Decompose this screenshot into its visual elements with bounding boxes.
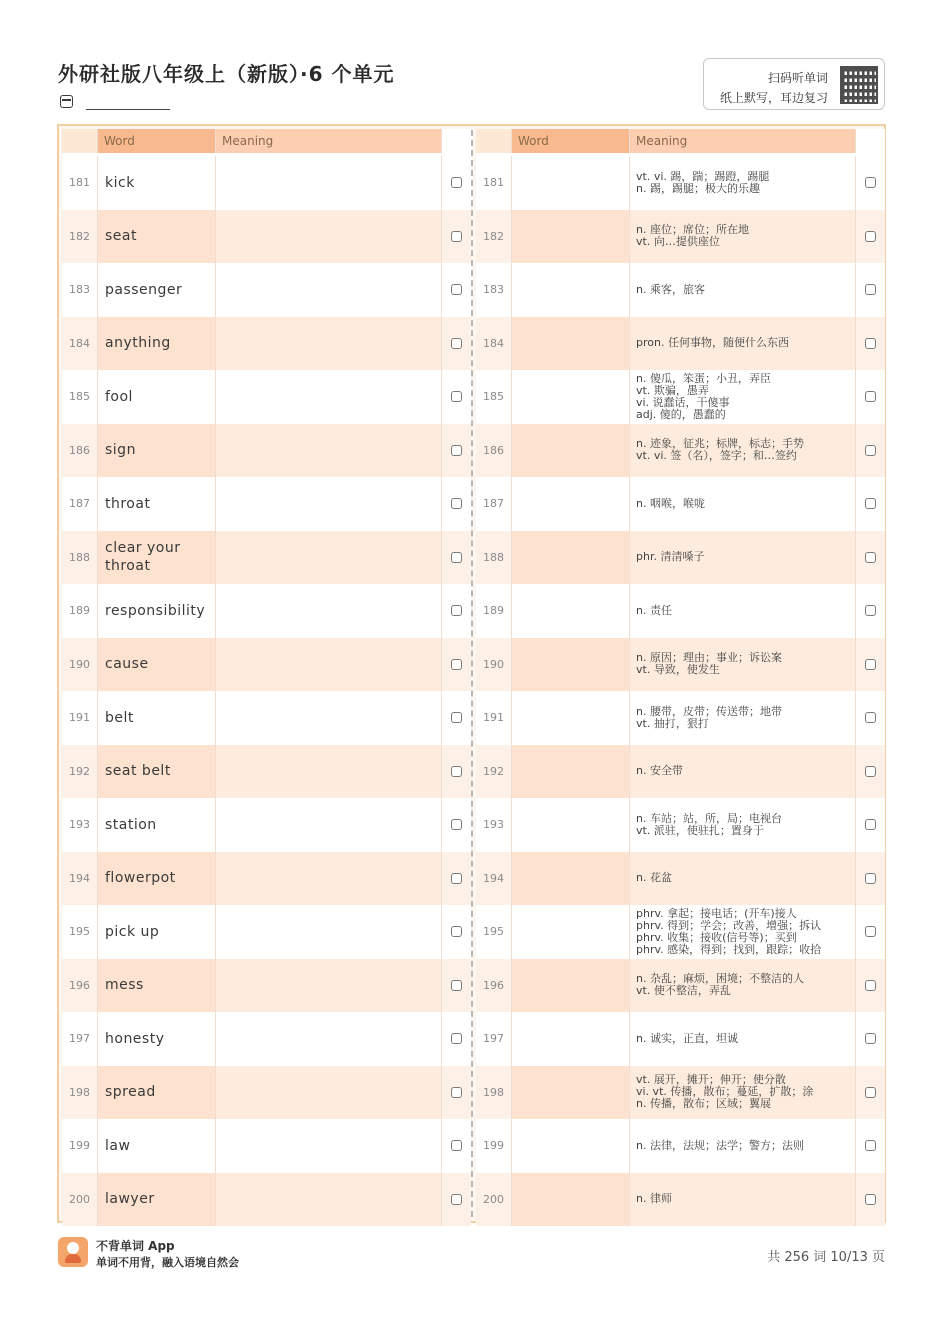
checkbox[interactable] xyxy=(451,873,462,884)
meaning-cell: phrv. 拿起；接电话；(开车)接人 phrv. 得到；学会；改善，增强；拆认 phrv. 收集；接收(信号等)；买到 phrv. 感染，得到；找到，跟踪；收拾 xyxy=(629,905,855,959)
row-number: 192 xyxy=(62,745,97,799)
word-cell: belt xyxy=(97,691,215,745)
row-number: 190 xyxy=(476,638,511,692)
date-row xyxy=(58,94,178,112)
meaning-cell: n. 原因；理由；事业；诉讼案 vt. 导致，使发生 xyxy=(629,638,855,692)
table-row xyxy=(62,1012,471,1066)
check-cell xyxy=(441,424,471,478)
check-cell xyxy=(855,905,885,959)
checkbox[interactable] xyxy=(865,445,876,456)
table-row xyxy=(476,905,885,959)
row-number: 189 xyxy=(476,584,511,638)
meaning-cell: n. 咽喉，喉咙 xyxy=(629,477,855,531)
checkbox[interactable] xyxy=(451,980,462,991)
check-cell xyxy=(441,477,471,531)
word-cell: throat xyxy=(97,477,215,531)
word-cell[interactable] xyxy=(511,531,629,585)
checkbox[interactable] xyxy=(865,391,876,402)
row-number: 185 xyxy=(62,370,97,424)
checkbox[interactable] xyxy=(451,1194,462,1205)
table-row xyxy=(476,852,885,906)
check-cell xyxy=(855,477,885,531)
meaning-cell[interactable] xyxy=(215,370,441,424)
word-cell[interactable] xyxy=(511,263,629,317)
row-number: 186 xyxy=(476,424,511,478)
check-cell xyxy=(441,263,471,317)
word-cell[interactable] xyxy=(511,1012,629,1066)
row-number: 197 xyxy=(62,1012,97,1066)
header-num xyxy=(62,129,97,153)
table-row xyxy=(62,370,471,424)
row-number: 187 xyxy=(62,477,97,531)
checkbox[interactable] xyxy=(451,231,462,242)
table-row xyxy=(62,959,471,1013)
word-panel-header xyxy=(62,129,471,153)
meaning-cell: n. 座位；席位；所在地 vt. 向…提供座位 xyxy=(629,210,855,264)
checkbox[interactable] xyxy=(865,766,876,777)
meaning-cell[interactable] xyxy=(215,638,441,692)
row-number: 194 xyxy=(476,852,511,906)
table-row xyxy=(476,156,885,210)
qr-panel xyxy=(703,58,885,110)
row-number: 187 xyxy=(476,477,511,531)
header-num xyxy=(476,129,511,153)
checkbox[interactable] xyxy=(451,659,462,670)
row-number: 199 xyxy=(62,1119,97,1173)
table-row xyxy=(476,798,885,852)
checkbox[interactable] xyxy=(865,1033,876,1044)
check-cell xyxy=(441,1119,471,1173)
check-cell xyxy=(855,263,885,317)
word-cell: fool xyxy=(97,370,215,424)
checkbox[interactable] xyxy=(865,1194,876,1205)
table-row xyxy=(62,424,471,478)
calendar-icon xyxy=(60,95,73,108)
table-row xyxy=(62,852,471,906)
meaning-cell: pron. 任何事物，随便什么东西 xyxy=(629,317,855,371)
meaning-cell[interactable] xyxy=(215,1066,441,1120)
row-number: 183 xyxy=(62,263,97,317)
check-cell xyxy=(855,691,885,745)
row-number: 184 xyxy=(62,317,97,371)
check-cell xyxy=(441,638,471,692)
check-cell xyxy=(441,798,471,852)
row-number: 189 xyxy=(62,584,97,638)
check-cell xyxy=(441,531,471,585)
vocabulary-sheet xyxy=(57,124,886,1223)
checkbox[interactable] xyxy=(865,926,876,937)
row-number: 195 xyxy=(476,905,511,959)
table-row xyxy=(62,263,471,317)
check-cell xyxy=(855,798,885,852)
table-row xyxy=(476,691,885,745)
check-cell xyxy=(855,1119,885,1173)
checkbox[interactable] xyxy=(451,445,462,456)
meaning-cell: n. 傻瓜，笨蛋；小丑，弄臣 vt. 欺骗，愚弄 vi. 说蠢话，干傻事 adj. 傻的，愚蠢的 xyxy=(629,370,855,424)
row-number: 191 xyxy=(476,691,511,745)
check-cell xyxy=(855,156,885,210)
meaning-panel xyxy=(476,129,885,1219)
table-row xyxy=(476,1066,885,1120)
word-cell[interactable] xyxy=(511,584,629,638)
checkbox[interactable] xyxy=(451,605,462,616)
row-number: 188 xyxy=(62,531,97,585)
row-number: 182 xyxy=(62,210,97,264)
checkbox[interactable] xyxy=(451,498,462,509)
word-cell: seat belt xyxy=(97,745,215,799)
checkbox[interactable] xyxy=(865,338,876,349)
row-number: 192 xyxy=(476,745,511,799)
row-number: 197 xyxy=(476,1012,511,1066)
check-cell xyxy=(441,691,471,745)
check-cell xyxy=(441,584,471,638)
qr-code-icon[interactable] xyxy=(840,66,878,104)
word-cell: honesty xyxy=(97,1012,215,1066)
meaning-cell: n. 律师 xyxy=(629,1173,855,1227)
check-cell xyxy=(441,852,471,906)
row-number: 191 xyxy=(62,691,97,745)
meaning-cell[interactable] xyxy=(215,156,441,210)
meaning-cell: n. 杂乱；麻烦，困境；不整洁的人 vt. 使不整洁，弄乱 xyxy=(629,959,855,1013)
header-word: Word xyxy=(511,129,629,153)
table-row xyxy=(62,531,471,585)
table-row xyxy=(62,798,471,852)
date-blank-line xyxy=(86,109,170,110)
checkbox[interactable] xyxy=(865,605,876,616)
table-row xyxy=(476,210,885,264)
check-cell xyxy=(441,905,471,959)
word-cell: lawyer xyxy=(97,1173,215,1227)
check-cell xyxy=(441,156,471,210)
table-row xyxy=(476,1119,885,1173)
checkbox[interactable] xyxy=(865,284,876,295)
table-row xyxy=(62,210,471,264)
checkbox[interactable] xyxy=(865,231,876,242)
row-number: 188 xyxy=(476,531,511,585)
check-cell xyxy=(855,1173,885,1227)
checkbox[interactable] xyxy=(865,873,876,884)
word-cell: spread xyxy=(97,1066,215,1120)
table-row xyxy=(476,584,885,638)
check-cell xyxy=(855,424,885,478)
row-number: 190 xyxy=(62,638,97,692)
word-cell: station xyxy=(97,798,215,852)
row-number: 198 xyxy=(62,1066,97,1120)
footer-slogan: 单词不用背，融入语境自然会 xyxy=(96,1256,239,1269)
meaning-cell[interactable] xyxy=(215,1173,441,1227)
table-row xyxy=(62,1173,471,1227)
checkbox[interactable] xyxy=(451,766,462,777)
row-number: 196 xyxy=(62,959,97,1013)
word-cell: passenger xyxy=(97,263,215,317)
check-cell xyxy=(441,1012,471,1066)
checkbox[interactable] xyxy=(865,1087,876,1098)
check-cell xyxy=(441,745,471,799)
word-cell: flowerpot xyxy=(97,852,215,906)
page-title: 外研社版八年级上（新版）·6 个单元 xyxy=(58,62,395,86)
row-number: 183 xyxy=(476,263,511,317)
meaning-cell[interactable] xyxy=(215,424,441,478)
qr-caption-line2: 纸上默写，耳边复习 xyxy=(719,91,828,105)
meaning-cell: n. 安全带 xyxy=(629,745,855,799)
header-word: Word xyxy=(97,129,215,153)
word-cell[interactable] xyxy=(511,477,629,531)
page-indicator: 共 256 词 10/13 页 xyxy=(767,1250,885,1265)
checkbox[interactable] xyxy=(451,1140,462,1151)
fold-divider xyxy=(471,130,473,1217)
row-number: 196 xyxy=(476,959,511,1013)
word-cell[interactable] xyxy=(511,798,629,852)
meaning-cell: phr. 清清嗓子 xyxy=(629,531,855,585)
word-cell[interactable] xyxy=(511,370,629,424)
table-row xyxy=(476,638,885,692)
table-row xyxy=(476,263,885,317)
checkbox[interactable] xyxy=(451,338,462,349)
check-cell xyxy=(855,370,885,424)
checkbox[interactable] xyxy=(451,284,462,295)
word-cell: mess xyxy=(97,959,215,1013)
checkbox[interactable] xyxy=(451,177,462,188)
word-cell[interactable] xyxy=(511,1066,629,1120)
check-cell xyxy=(855,317,885,371)
check-cell xyxy=(441,959,471,1013)
word-cell[interactable] xyxy=(511,638,629,692)
meaning-cell[interactable] xyxy=(215,1012,441,1066)
meaning-cell: n. 腰带，皮带；传送带；地带 vt. 抽打，狠打 xyxy=(629,691,855,745)
checkbox[interactable] xyxy=(865,980,876,991)
checkbox[interactable] xyxy=(865,1140,876,1151)
checkbox[interactable] xyxy=(865,177,876,188)
checkbox[interactable] xyxy=(451,926,462,937)
checkbox[interactable] xyxy=(865,659,876,670)
word-cell[interactable] xyxy=(511,1119,629,1173)
meaning-cell: vt. vi. 踢，踹；踢蹬，踢腿 n. 踢，踢腿；极大的乐趣 xyxy=(629,156,855,210)
meaning-cell[interactable] xyxy=(215,905,441,959)
checkbox[interactable] xyxy=(865,819,876,830)
row-number: 194 xyxy=(62,852,97,906)
meaning-cell: n. 责任 xyxy=(629,584,855,638)
table-row xyxy=(62,638,471,692)
meaning-cell[interactable] xyxy=(215,798,441,852)
check-cell xyxy=(855,638,885,692)
footer-app-name: 不背单词 App xyxy=(96,1239,175,1253)
check-cell xyxy=(855,210,885,264)
row-number: 186 xyxy=(62,424,97,478)
word-cell: law xyxy=(97,1119,215,1173)
table-row xyxy=(476,424,885,478)
word-cell[interactable] xyxy=(511,424,629,478)
word-cell[interactable] xyxy=(511,1173,629,1227)
table-row xyxy=(476,1173,885,1227)
row-number: 195 xyxy=(62,905,97,959)
table-row xyxy=(62,745,471,799)
meaning-cell[interactable] xyxy=(215,745,441,799)
word-cell[interactable] xyxy=(511,959,629,1013)
table-row xyxy=(476,1012,885,1066)
meaning-cell[interactable] xyxy=(215,210,441,264)
check-cell xyxy=(441,370,471,424)
meaning-cell[interactable] xyxy=(215,852,441,906)
table-row xyxy=(62,905,471,959)
checkbox[interactable] xyxy=(865,552,876,563)
table-row xyxy=(62,1119,471,1173)
word-cell: sign xyxy=(97,424,215,478)
table-row xyxy=(62,691,471,745)
table-row xyxy=(476,477,885,531)
header-check xyxy=(441,129,471,153)
meaning-cell: vt. 展开，摊开；伸开；使分散 vi. vt. 传播，散布；蔓延，扩散；涂 n. 传播，散布；区域；翼展 xyxy=(629,1066,855,1120)
table-row xyxy=(62,477,471,531)
meaning-cell[interactable] xyxy=(215,1119,441,1173)
meaning-cell[interactable] xyxy=(215,317,441,371)
row-number: 198 xyxy=(476,1066,511,1120)
check-cell xyxy=(855,1012,885,1066)
meaning-cell[interactable] xyxy=(215,584,441,638)
word-cell: cause xyxy=(97,638,215,692)
table-row xyxy=(62,584,471,638)
header-check xyxy=(855,129,885,153)
meaning-cell: n. 迹象，征兆；标牌，标志；手势 vt. vi. 签（名），签字；和…签约 xyxy=(629,424,855,478)
word-cell: pick up xyxy=(97,905,215,959)
row-number: 193 xyxy=(62,798,97,852)
meaning-cell[interactable] xyxy=(215,263,441,317)
word-cell: seat xyxy=(97,210,215,264)
check-cell xyxy=(855,584,885,638)
row-number: 182 xyxy=(476,210,511,264)
meaning-cell[interactable] xyxy=(215,477,441,531)
row-number: 199 xyxy=(476,1119,511,1173)
meaning-cell: n. 乘客，旅客 xyxy=(629,263,855,317)
row-number: 193 xyxy=(476,798,511,852)
row-number: 181 xyxy=(476,156,511,210)
row-number: 184 xyxy=(476,317,511,371)
row-number: 185 xyxy=(476,370,511,424)
meaning-cell: n. 法律，法规；法学；警方；法则 xyxy=(629,1119,855,1173)
word-cell[interactable] xyxy=(511,691,629,745)
header-meaning: Meaning xyxy=(215,129,441,153)
word-cell[interactable] xyxy=(511,317,629,371)
check-cell xyxy=(441,1173,471,1227)
meaning-panel-header xyxy=(476,129,885,153)
qr-caption-line1: 扫码听单词 xyxy=(767,71,828,85)
row-number: 181 xyxy=(62,156,97,210)
check-cell xyxy=(855,531,885,585)
checkbox[interactable] xyxy=(865,712,876,723)
header-meaning: Meaning xyxy=(629,129,855,153)
table-row xyxy=(476,745,885,799)
meaning-cell[interactable] xyxy=(215,959,441,1013)
app-logo-icon xyxy=(58,1237,88,1267)
checkbox[interactable] xyxy=(451,819,462,830)
meaning-cell: n. 花盆 xyxy=(629,852,855,906)
table-row xyxy=(476,317,885,371)
word-cell: kick xyxy=(97,156,215,210)
word-cell[interactable] xyxy=(511,210,629,264)
word-cell: clear your throat xyxy=(97,531,215,585)
table-row xyxy=(62,156,471,210)
meaning-cell: n. 诚实，正直，坦诚 xyxy=(629,1012,855,1066)
check-cell xyxy=(855,1066,885,1120)
word-cell[interactable] xyxy=(511,905,629,959)
checkbox[interactable] xyxy=(451,1033,462,1044)
check-cell xyxy=(441,210,471,264)
meaning-cell[interactable] xyxy=(215,691,441,745)
word-panel xyxy=(62,129,471,1219)
check-cell xyxy=(441,317,471,371)
check-cell xyxy=(855,745,885,799)
table-row xyxy=(62,317,471,371)
check-cell xyxy=(441,1066,471,1120)
word-cell[interactable] xyxy=(511,156,629,210)
table-row xyxy=(476,370,885,424)
word-cell: anything xyxy=(97,317,215,371)
checkbox[interactable] xyxy=(451,552,462,563)
table-row xyxy=(476,959,885,1013)
row-number: 200 xyxy=(476,1173,511,1227)
meaning-cell[interactable] xyxy=(215,531,441,585)
table-row xyxy=(476,531,885,585)
checkbox[interactable] xyxy=(451,391,462,402)
check-cell xyxy=(855,959,885,1013)
checkbox[interactable] xyxy=(451,712,462,723)
table-row xyxy=(62,1066,471,1120)
check-cell xyxy=(855,852,885,906)
checkbox[interactable] xyxy=(451,1087,462,1098)
row-number: 200 xyxy=(62,1173,97,1227)
checkbox[interactable] xyxy=(865,498,876,509)
meaning-cell: n. 车站；站，所，局；电视台 vt. 派驻，使驻扎；置身于 xyxy=(629,798,855,852)
word-cell[interactable] xyxy=(511,852,629,906)
word-cell: responsibility xyxy=(97,584,215,638)
word-cell[interactable] xyxy=(511,745,629,799)
